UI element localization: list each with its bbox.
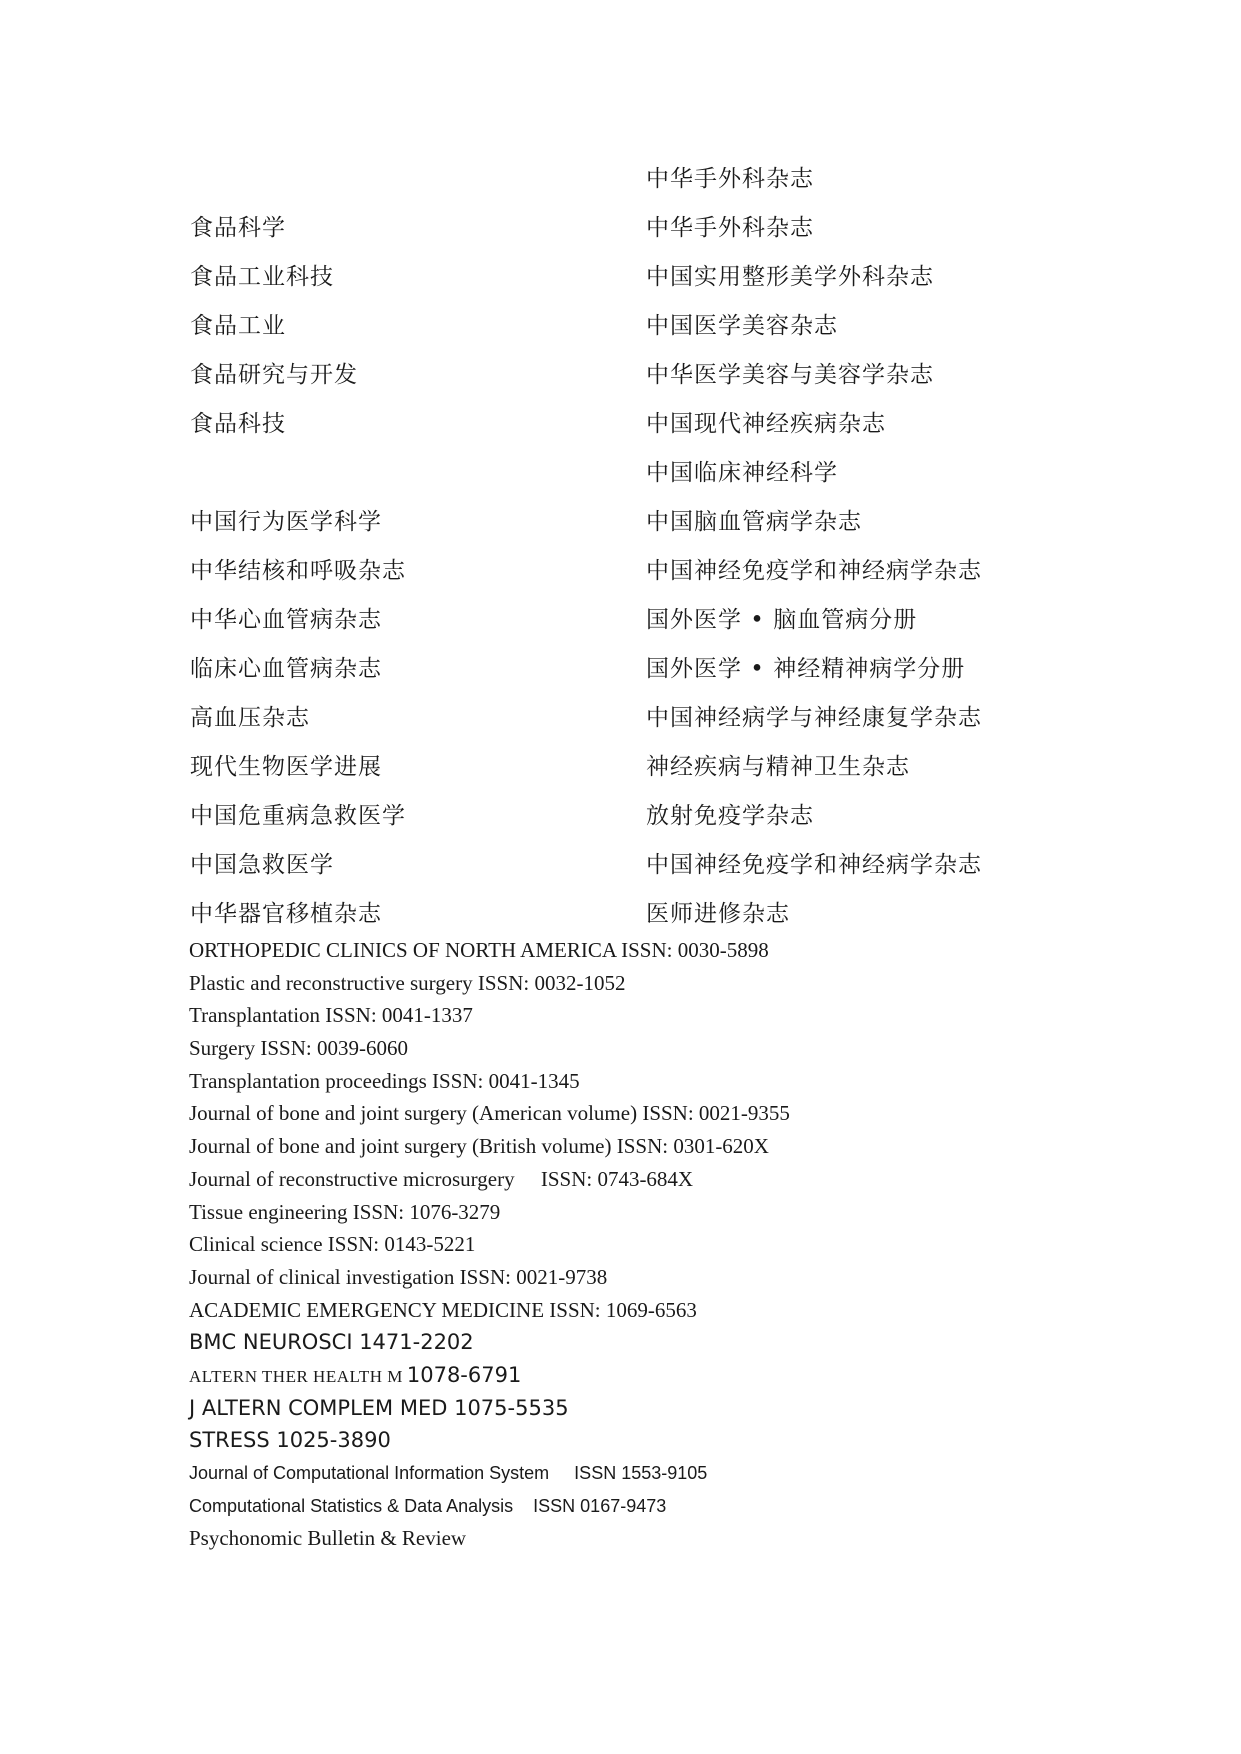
table-row: [190, 887, 1050, 936]
table-row: [190, 250, 1050, 299]
journal-name-right: 中国神经免疫学和神经病学杂志: [646, 558, 982, 584]
journal-name-right: 中华医学美容与美容学杂志: [646, 362, 934, 388]
table-row: [190, 299, 1050, 348]
journal-name-right: 国外医学 • 神经精神病学分册: [646, 656, 966, 682]
journal-name-left: 临床心血管病杂志: [190, 656, 382, 682]
table-row: [190, 152, 1050, 201]
journal-name-right: 中华手外科杂志: [646, 215, 814, 241]
journal-name-right: 中国神经免疫学和神经病学杂志: [646, 852, 982, 878]
journal-name-right: 医师进修杂志: [646, 901, 790, 927]
journal-name-left: 中国急救医学: [190, 852, 334, 878]
chinese-journal-table: [190, 152, 1050, 936]
journal-name-left: 中国行为医学科学: [190, 509, 382, 535]
journal-name-left: 食品科学: [190, 215, 286, 241]
list-item: Computational Statistics & Data Analysis ISSN 0167-9473: [189, 1495, 667, 1516]
journal-name-left: 中华结核和呼吸杂志: [190, 558, 406, 584]
list-item: Clinical science ISSN: 0143-5221: [189, 1232, 476, 1257]
list-item: [189, 1359, 1089, 1392]
journal-name-left: 中华器官移植杂志: [190, 901, 382, 927]
journal-name-right: 国外医学 • 脑血管病分册: [646, 607, 918, 633]
journal-name-right: 中国实用整形美学外科杂志: [646, 264, 934, 290]
table-row: [190, 544, 1050, 593]
journal-name-left: 中华心血管病杂志: [190, 607, 382, 633]
list-item: STRESS 1025-3890: [189, 1428, 391, 1453]
list-item: Tissue engineering ISSN: 1076-3279: [189, 1199, 501, 1224]
list-item: Journal of Computational Information System ISSN 1553-9105: [189, 1463, 708, 1483]
journal-name-right: 神经疾病与精神卫生杂志: [646, 754, 910, 780]
list-item: BMC NEUROSCI 1471-2202: [189, 1330, 474, 1355]
journal-name-right: 放射免疫学杂志: [646, 803, 814, 829]
journal-name-right: 中国医学美容杂志: [646, 313, 838, 339]
journal-name-right: 中国神经病学与神经康复学杂志: [646, 705, 982, 731]
list-item: ORTHOPEDIC CLINICS OF NORTH AMERICA ISSN: 0030-5898: [189, 938, 769, 962]
table-row: [190, 691, 1050, 740]
table-row: [190, 446, 1050, 495]
table-row: [190, 593, 1050, 642]
journal-name-left: 食品工业: [190, 313, 286, 339]
list-item: Psychonomic Bulletin & Review: [189, 1526, 467, 1551]
table-row: [190, 495, 1050, 544]
list-item: Journal of reconstructive microsurgery ISSN: 0743-684X: [189, 1166, 694, 1191]
list-item: Transplantation ISSN: 0041-1337: [189, 1003, 473, 1028]
journal-name-left: 高血压杂志: [190, 705, 310, 731]
journal-name-left: 食品工业科技: [190, 264, 334, 290]
table-row: [190, 838, 1050, 887]
table-row: [190, 789, 1050, 838]
list-item: ACADEMIC EMERGENCY MEDICINE ISSN: 1069-6563: [189, 1297, 697, 1322]
list-item: Journal of clinical investigation ISSN: 0021-9738: [189, 1264, 608, 1289]
journal-name-right: 中国临床神经科学: [646, 460, 838, 486]
table-row: [190, 397, 1050, 446]
list-item: Surgery ISSN: 0039-6060: [189, 1036, 408, 1061]
list-item: Journal of bone and joint surgery (British volume) ISSN: 0301-620X: [189, 1134, 769, 1159]
english-journal-list: [189, 934, 1089, 1555]
journal-name-left: 现代生物医学进展: [190, 754, 382, 780]
journal-name-right: 中华手外科杂志: [646, 166, 814, 192]
table-row: [190, 740, 1050, 789]
journal-name-right: 中国脑血管病学杂志: [646, 509, 862, 535]
table-row: [190, 201, 1050, 250]
journal-name-left: 中国危重病急救医学: [190, 803, 406, 829]
table-row: [190, 642, 1050, 691]
list-item: Plastic and reconstructive surgery ISSN: 0032-1052: [189, 970, 626, 995]
journal-name: ALTERN THER HEALTH M: [189, 1366, 403, 1386]
list-item: Transplantation proceedings ISSN: 0041-1345: [189, 1068, 580, 1093]
list-item: Journal of bone and joint surgery (American volume) ISSN: 0021-9355: [189, 1101, 790, 1126]
journal-name-left: 食品科技: [190, 411, 286, 437]
journal-name-right: 中国现代神经疾病杂志: [646, 411, 886, 437]
journal-issn: 1078-6791: [406, 1362, 522, 1387]
list-item: J ALTERN COMPLEM MED 1075-5535: [189, 1395, 569, 1420]
journal-name-left: 食品研究与开发: [190, 362, 358, 388]
table-row: [190, 348, 1050, 397]
